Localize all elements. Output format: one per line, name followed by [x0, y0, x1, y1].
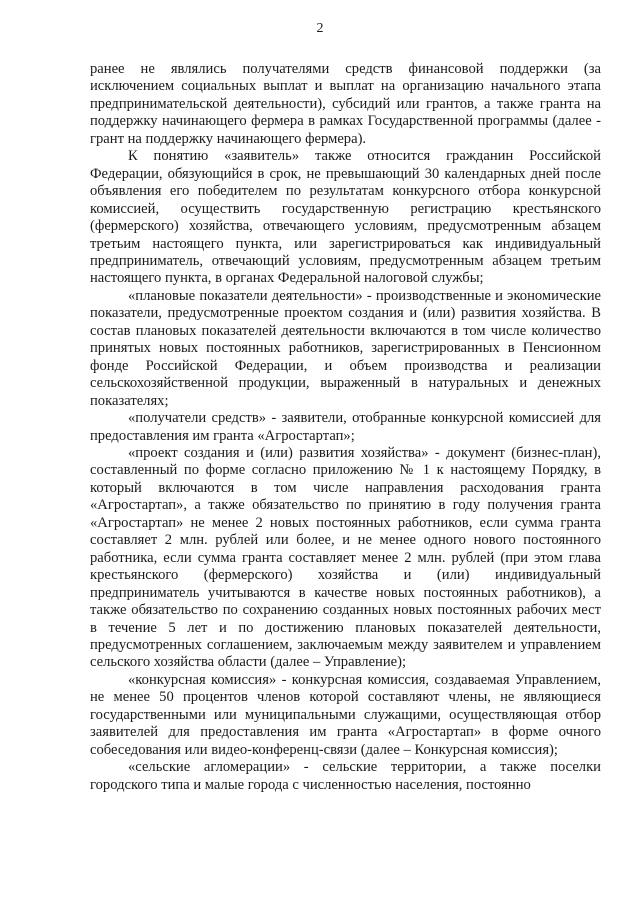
paragraph-competition-commission: «конкурсная комиссия» - конкурсная комиссия, создаваемая Управлением, не менее 50 процентов членов которой составляют члены, не являющиеся государственными или муниципальными служащими, осуществляющая отбор заявителей для предоставления им гранта «Агростартап» в форме очного собеседования или видео-конференц-связи (далее – Конкурсная комиссия); — [90, 671, 601, 758]
paragraph-applicant-definition: К понятию «заявитель» также относится гражданин Российской Федерации, обязующийся в срок, не превышающий 30 календарных дней после объявления его победителем по результатам конкурсного отбора конкурсной комиссией, осуществить государственную регистрацию крестьянского (фермерского) хозяйства, отвечающего условиям, предусмотренным абзацем третьим настоящего пункта, или зарегистрироваться как индивидуальный предприниматель, отвечающий условиям, предусмотренным абзацем третьим настоящего пункта, в органах Федеральной налоговой службы; — [90, 148, 601, 287]
paragraph-continuation: ранее не являлись получателями средств финансовой поддержки (за исключением социальных выплат и выплат на организацию начального этапа предпринимательской деятельности), субсидий или грантов, а также гранта на поддержку начинающего фермера в рамках Государственной программы (далее - грант на поддержку начинающего фермера). — [90, 61, 601, 147]
paragraph-rural-agglomerations: «сельские агломерации» - сельские территории, а также поселки городского типа и малые города с численностью населения, постоянно — [90, 759, 601, 793]
document-body — [90, 61, 601, 794]
page-number: 2 — [316, 21, 324, 36]
paragraph-business-project: «проект создания и (или) развития хозяйства» - документ (бизнес-план), составленный по форме согласно приложению № 1 к настоящему Порядку, в который включаются в том числе направления расходования гранта «Агростартап», а также обязательство по принятию в году получения гранта «Агростартап» не менее 2 новых постоянных работников, если сумма гранта составляет 2 млн. рублей или более, и не менее одного нового постоянного работника, если сумма гранта составляет менее 2 млн. рублей (при этом глава крестьянского (фермерского) хозяйства и (или) индивидуальный предприниматель учитываются в качестве новых постоянных работников), а также обязательство по сохранению созданных новых постоянных рабочих мест в течение 5 лет и по достижению плановых показателей деятельности, предусмотренных соглашением, заключаемым между заявителем и управлением сельского хозяйства области (далее – Управление); — [90, 444, 601, 671]
paragraph-recipients: «получатели средств» - заявители, отобранные конкурсной комиссией для предоставления им гранта «Агростартап»; — [90, 410, 601, 444]
paragraph-planned-indicators: «плановые показатели деятельности» - производственные и экономические показатели, предусмотренные проектом создания и (или) развития хозяйства. В состав плановых показателей деятельности включаются в том числе количество принятых новых постоянных работников, зарегистрированных в Пенсионном фонде Российской Федерации, и объем производства и реализации сельскохозяйственной продукции, выраженный в натуральных и денежных показателях; — [90, 287, 601, 409]
